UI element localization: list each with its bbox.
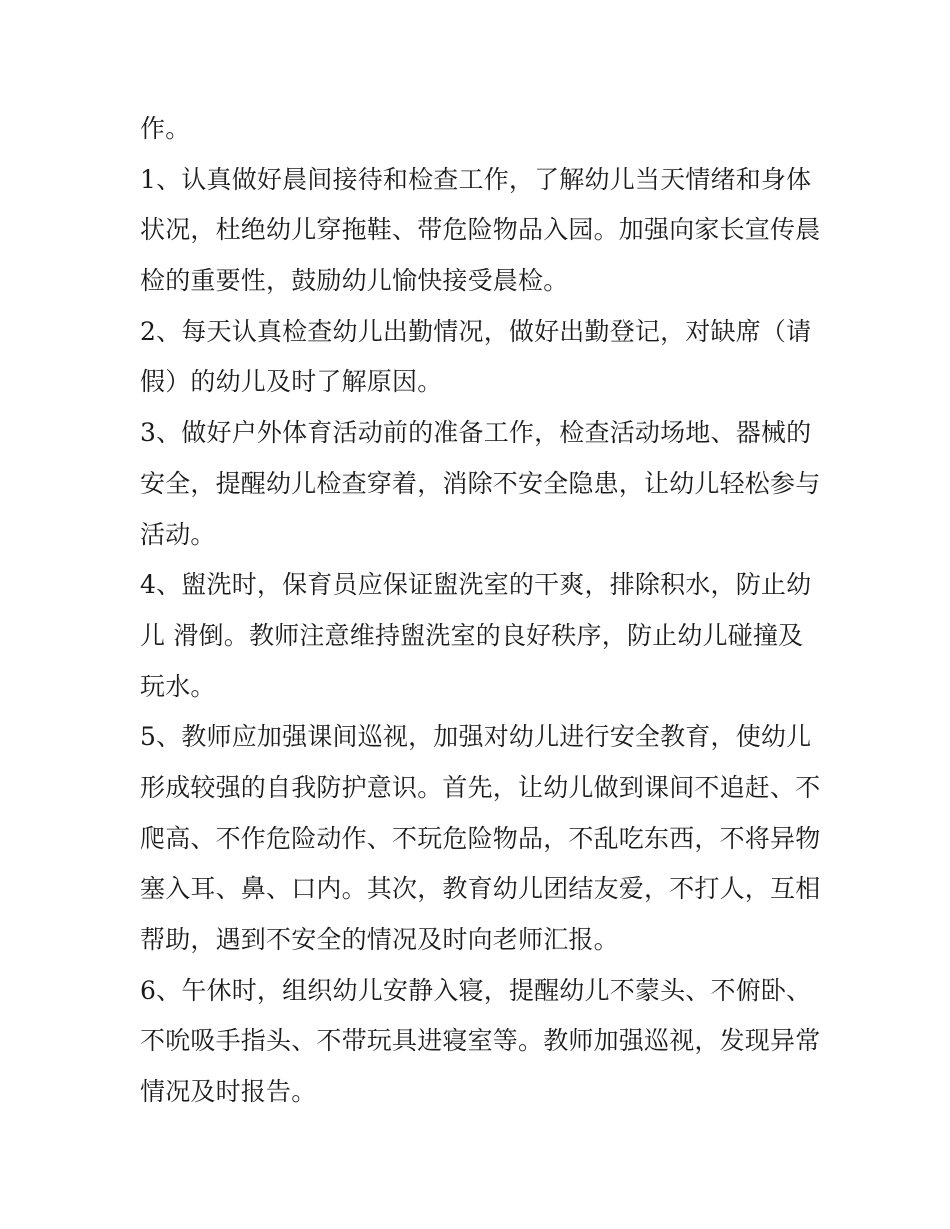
text-line: 爬高、不作危险动作、不玩危险物品，不乱吃东西，不将异物 [140, 823, 821, 853]
text-line: 检的重要性，鼓励幼儿愉快接受晨检。 [140, 266, 569, 296]
text-line: 安全，提醒幼儿检查穿着，消除不安全隐患，让幼儿轻松参与 [140, 468, 821, 498]
text-line: 6、午休时，组织幼儿安静入寝，提醒幼儿不蒙头、不俯卧、 [140, 975, 812, 1005]
text-line: 假）的幼儿及时了解原因。 [140, 367, 443, 397]
text-line: 形成较强的自我防护意识。首先，让幼儿做到课间不追赶、不 [140, 772, 821, 802]
text-line: 2、每天认真检查幼儿出勤情况，做好出勤登记，对缺席（请 [140, 316, 812, 346]
text-line: 作。 [140, 114, 191, 143]
text-line: 玩水。 [140, 671, 216, 701]
text-line: 活动。 [140, 519, 216, 549]
text-line: 4、盥洗时，保育员应保证盥洗室的干爽，排除积水，防止幼 [140, 570, 812, 600]
text-line: 儿 滑倒。教师注意维持盥洗室的良好秩序，防止幼儿碰撞及 [140, 620, 804, 650]
text-line: 情况及时报告。 [140, 1077, 317, 1107]
text-line: 帮助，遇到不安全的情况及时向老师汇报。 [140, 925, 619, 954]
document-body [140, 104, 821, 1118]
text-line: 1、认真做好晨间接待和检查工作，了解幼儿当天情绪和身体 [140, 164, 812, 194]
text-line: 塞入耳、鼻、口内。其次，教育幼儿团结友爱，不打人，互相 [140, 874, 821, 904]
text-line: 不吮吸手指头、不带玩具进寝室等。教师加强巡视，发现异常 [140, 1026, 821, 1056]
text-line: 3、做好户外体育活动前的准备工作，检查活动场地、器械的 [140, 418, 812, 448]
text-line: 5、教师应加强课间巡视，加强对幼儿进行安全教育，使幼儿 [140, 722, 812, 752]
text-line: 状况，杜绝幼儿穿拖鞋、带危险物品入园。加强向家长宣传晨 [140, 215, 821, 245]
